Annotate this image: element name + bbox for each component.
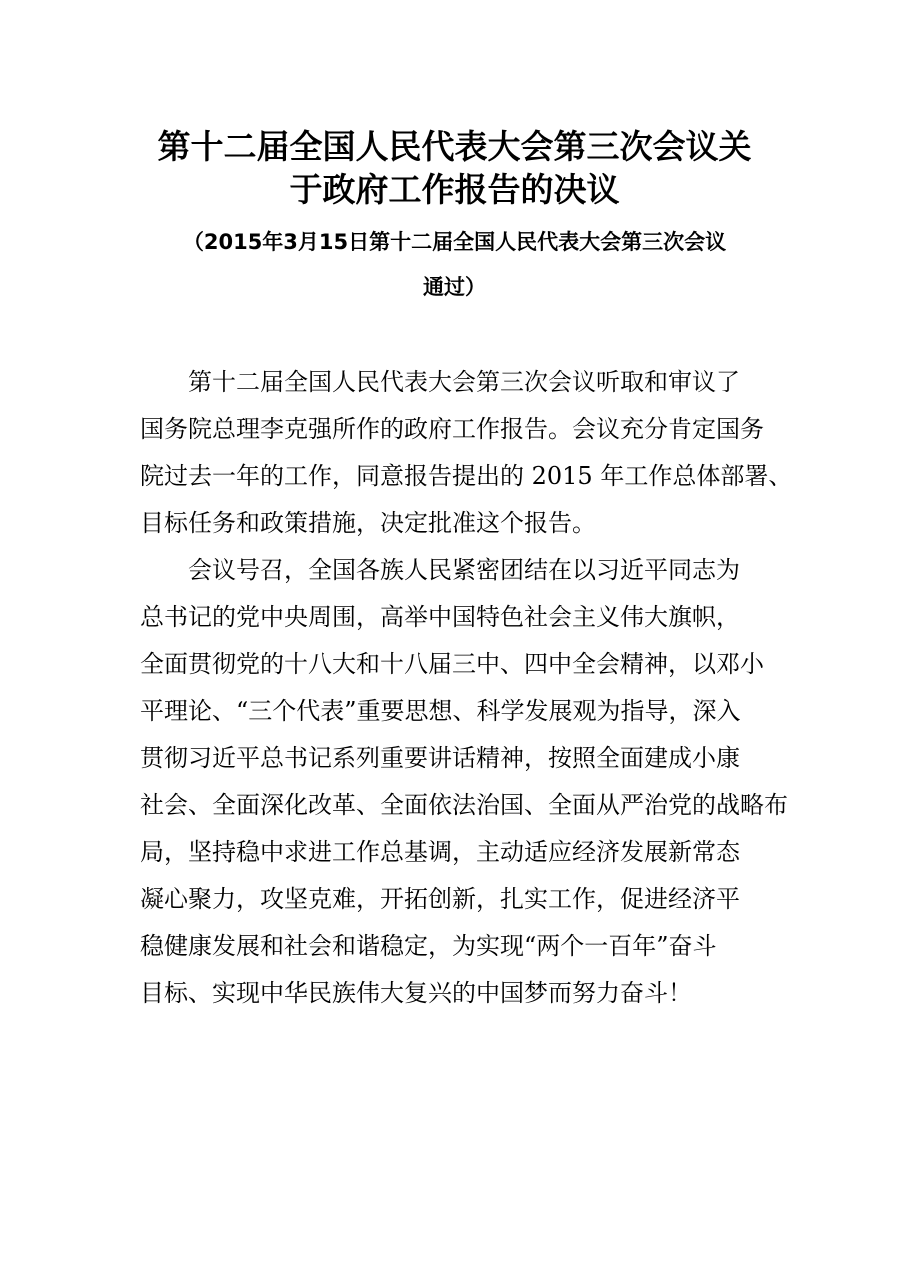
- paragraph-line: 平理论、“三个代表”重要思想、科学发展观为指导，深入: [140, 697, 741, 725]
- paragraph-line: 目标、实现中华民族伟大复兴的中国梦而努力奋斗！: [140, 979, 692, 1007]
- paragraph-line: 会议号召，全国各族人民紧密团结在以习近平同志为: [188, 556, 740, 584]
- paragraph-line: 院过去一年的工作，同意报告提出的 2015 年工作总体部署、: [140, 462, 793, 490]
- paragraph-line: 稳健康发展和社会和谐稳定，为实现“两个一百年”奋斗: [140, 932, 717, 960]
- paragraph-line: 第十二届全国人民代表大会第三次会议听取和审议了: [188, 368, 740, 396]
- document-title-line-1: 第十二届全国人民代表大会第三次会议关: [157, 127, 752, 166]
- adoption-note-line-2: 通过）: [423, 275, 486, 299]
- paragraph-line: 全面贯彻党的十八大和十八届三中、四中全会精神，以邓小: [140, 650, 764, 678]
- paragraph-line: 社会、全面深化改革、全面依法治国、全面从严治党的战略布: [140, 791, 788, 819]
- document-title-line-2: 于政府工作报告的决议: [289, 170, 620, 209]
- paragraph-line: 贯彻习近平总书记系列重要讲话精神，按照全面建成小康: [140, 744, 740, 772]
- paragraph-line: 国务院总理李克强所作的政府工作报告。会议充分肯定国务: [140, 415, 764, 443]
- paragraph-line: 凝心聚力，攻坚克难，开拓创新，扎实工作，促进经济平: [140, 885, 740, 913]
- paragraph-line: 局，坚持稳中求进工作总基调，主动适应经济发展新常态: [140, 838, 740, 866]
- paragraph-line: 总书记的党中央周围，高举中国特色社会主义伟大旗帜，: [140, 603, 740, 631]
- adoption-note-line-1: （2015年3月15日第十二届全国人民代表大会第三次会议: [182, 230, 727, 254]
- paragraph-line: 目标任务和政策措施，决定批准这个报告。: [140, 509, 596, 537]
